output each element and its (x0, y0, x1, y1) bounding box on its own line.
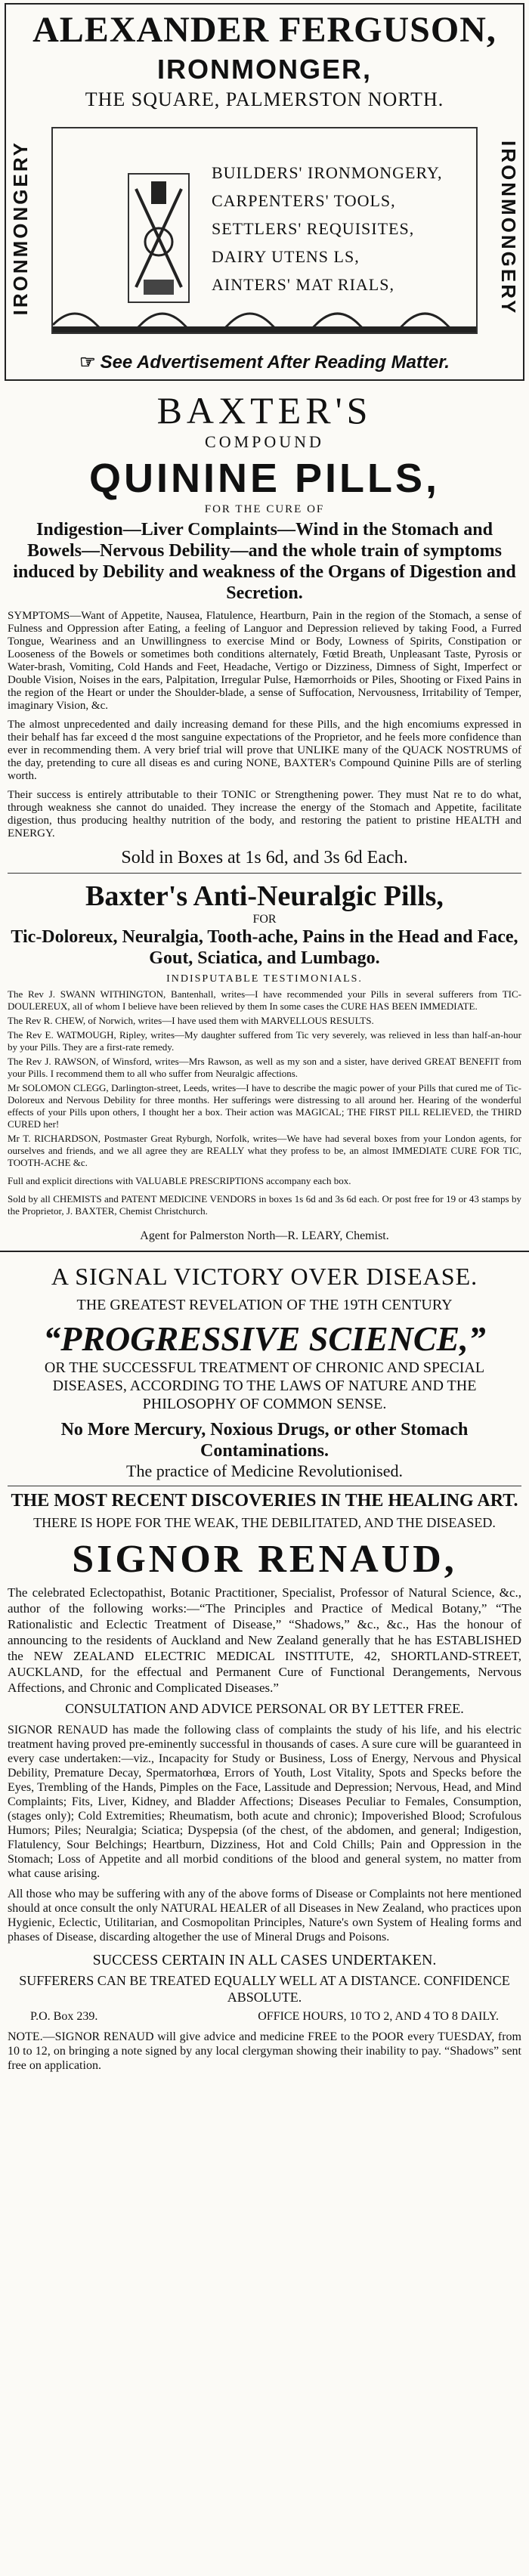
renaud-signal-headline: A SIGNAL VICTORY OVER DISEASE. (51, 1263, 478, 1290)
renaud-contact-line (8, 2010, 521, 2024)
renaud-progressive-science: “PROGRESSIVE SCIENCE,” (43, 1319, 486, 1358)
baxter-agent: Agent for Palmerston North—R. LEARY, Chemist. (140, 1229, 389, 1242)
testimonial: The Rev J. SWANN WITHINGTON, Bantenhall, writes—I have recommended your Pills in several sufferers from TIC-DOULEREUX, all of whom I believe have been relieved by them In some cases the CURE HAS BEEN IMMEDIATE. (8, 988, 521, 1012)
renaud-po-box: P.O. Box 239. (30, 2010, 98, 2023)
testimonial: The Rev R. CHEW, of Norwich, writes—I have used them with MARVELLOUS RESULTS. (8, 1015, 374, 1026)
renaud-note: NOTE.—SIGNOR RENAUD will give advice and medicine FREE to the POOR every TUESDAY, from 10 to 12, on bringing a note signed by any local clergyman showing their inability to pay. “Shadows” sent free on application. (8, 2030, 521, 2072)
renaud-hope: THERE IS HOPE FOR THE WEAK, THE DEBILITATED, AND THE DISEASED. (33, 1515, 496, 1530)
renaud-office-hours: OFFICE HOURS, 10 TO 2, AND 4 TO 8 DAILY. (258, 2010, 499, 2023)
baxter-for-cure: FOR THE CURE OF (204, 503, 325, 515)
baxter-product-title: QUININE PILLS, (88, 456, 441, 501)
baxter-vendors: Sold by all CHEMISTS and PATENT MEDICINE VENDORS in boxes 1s 6d and 3s 6d each. Or post free for 19 or 43 stamps by the Proprietor, J. BAXTER, Chemist Christchurch. (8, 1193, 521, 1217)
ironmongery-side-label-right: IRONMONGERY (497, 141, 520, 316)
baxter-anti-headline: Tic-Doloreux, Neuralgia, Tooth-ache, Pains in the Head and Face, Gout, Sciatica, and Lumbago. (11, 927, 518, 968)
ferguson-items-list (212, 159, 442, 298)
ferguson-illustration-frame (51, 127, 478, 334)
testimonial: The Rev J. RAWSON, of Winsford, writes—Mrs Rawson, as well as my son and a sister, have derived GREAT BENEFIT from your Pills. I recommend them to all who suffer from Neuralgic affections. (8, 1056, 521, 1079)
testimonial: Mr T. RICHARDSON, Postmaster Great Ryburgh, Norfolk, writes—We have had several boxes from your London agents, for ourselves and friends, and we all agree they are REALLY what they profess to be, an almost IMMEDIATE CURE FOR TIC, TOOTH-ACHE &c. (8, 1133, 521, 1168)
renaud-consultation: CONSULTATION AND ADVICE PERSONAL OR BY LETTER FREE. (65, 1701, 464, 1716)
ferguson-bottom-text: See Advertisement After Reading Matter. (100, 352, 450, 373)
renaud-greatest: THE GREATEST REVELATION OF THE 19TH CENTURY (76, 1297, 453, 1313)
renaud-body: SIGNOR RENAUD has made the following class of complaints the study of his life, and his electric treatment having proved pre-eminently successful in thousands of cases. A sure cure will be guaranteed in every case undertaken:—viz., Incapacity for Study or Business, Loss of Energy, Nervous and Physical Debility, Premature Decay, Spermatorhœa, Errors of Youth, Lost Vitality, Spots and Specks before the Eyes, Trembling of the Hands, Pimples on the Face, Lassitude and Depression; Nervous, Head, and Mind Complaints; Fits, Liver, Kidney, and Bladder Affections; Diseases Peculiar to Females, Consumption, (stages only); Cold Extremities; Rheumatism, both acute and chronic); Impoverished Blood; Scrofulous Humors; Piles; Neuralgia; Sciatica; Dyspepsia (of the chest, of the abdomen, and general; Indigestion, Flatulency, Sour Belchings; Heartburn, Dizziness, Hot and Cold Chills; Pain and Oppression in the Stomach; Loss of Appetite and all morbid conditions of the blood and general system, no matter from what cause arising. (8, 1724, 521, 1880)
ferguson-advertisement (5, 3, 524, 381)
renaud-bio: The celebrated Eclectopathist, Botanic Practitioner, Specialist, Professor of Natural Science, &c., author of the following works:—“The Principles and Practice of Medical Botany,” “The Rationalistic and Eclectic Treatment of Disease,” “Shadows,” &c., &c., Has the honour of announcing to the residents of Auckland and New Zealand generally that he has ESTABLISHED the NEW ZEALAND ELECTRIC MEDICAL INSTITUTE, 42, SHORTLAND-STREET, AUCKLAND, for the effectual and Permanent Cure of Functional Derangements, Nervous Affections, and Chronic and Complicated Diseases.” (8, 1585, 521, 1695)
ornamental-border-icon (53, 302, 476, 332)
ferguson-item: CARPENTERS' TOOLS, (212, 191, 396, 210)
ferguson-trade: IRONMONGER, (156, 54, 372, 85)
baxter-anti-for: FOR (252, 913, 277, 926)
testimonial: Mr SOLOMON CLEGG, Darlington-street, Leeds, writes—I have to describe the magic power of your Pills that cured me of Tic-Doloreux and Nervous Debility for three months. Her sufferings were distressing to all around her. Hearing of the wonderful effects of your Pills upon others, I thought her a box. Their action was MAGICAL; THE FIRST PILL RELIEVED, the THIRD CURED her! (8, 1082, 521, 1130)
renaud-no-more: No More Mercury, Noxious Drugs, or other Stomach Contaminations. (60, 1420, 469, 1461)
ferguson-item: DAIRY UTENS LS, (212, 247, 360, 266)
ferguson-item: SETTLERS' REQUISITES, (212, 219, 415, 238)
baxter-name: BAXTER'S (156, 389, 373, 431)
renaud-or-line: OR THE SUCCESSFUL TREATMENT OF CHRONIC AND SPECIAL DISEASES, ACCORDING TO THE LAWS OF NATURE AND THE PHILOSOPHY OF COMMON SENSE. (44, 1359, 485, 1412)
ironmongery-side-label-left: IRONMONGERY (9, 141, 32, 316)
testimonials-title: INDISPUTABLE TESTIMONIALS. (166, 973, 363, 985)
baxter-symptoms: SYMPTOMS—Want of Appetite, Nausea, Flatulence, Heartburn, Pain in the region of the Stomach, a sense of Fulness and Oppression after Eating, a feeling of Languor and Depression relieved by taking Food, a Furred Tongue, Weariness and an Unwillingness to exercise Mind or Body, Lowness of Spirits, Constipation or Looseness of the Bowels or sometimes both conditions alternately, Fœtid Breath, Unpleasant Taste, Pyrosis or Water-brash, Vomiting, Cold Hands and Feet, Headache, Vertigo or Dizziness, Dimness of Sight, Imperfect or Double Vision, Noises in the ears, Palpitation, Irregular Pulse, Hæmorrhoids or Piles, Shooting or Fixed Pains in the region of the Heart or under the Shoulder-blade, a sense of Suffocation, Nervousness, Irritability of Temper, imaginary Vision, &c. (8, 610, 521, 712)
baxter-anti-neuralgic-title: Baxter's Anti-Neuralgic Pills, (85, 880, 444, 912)
ferguson-item: AINTERS' MAT RIALS, (212, 275, 394, 294)
renaud-all-those: All those who may be suffering with any of the above forms of Disease or Complaints not here mentioned should at once consult the only NATURAL HEALER of all Diseases in New Zealand, who practices upon Hygienic, Eclectic, Utilitarian, and Cosmopolitan Principles, Nature's own System of Healing forms and phases of Disease, discarding altogether the use of Mineral Drugs and Poisons. (8, 1888, 521, 1944)
ferguson-address: THE SQUARE, PALMERSTON NORTH. (85, 88, 444, 110)
testimonial: The Rev E. WATMOUGH, Ripley, writes—My daughter suffered from Tic very severely, was relieved in less than half-an-hour by your Pills. They are a first-rate remedy. (8, 1029, 521, 1053)
baxter-demand: The almost unprecedented and daily increasing demand for these Pills, and the high encomiums expressed in their behalf has far exceed d the most sanguine expectations of the Proprietor, and he feels more confidence than ever in recommending them. A very brief trial will prove that UNLIKE many of the QUACK NOSTRUMS of the day, pretending to cure all diseas es and curing NONE, BAXTER's Compound Quinine Pills are of sterling worth. (8, 719, 521, 782)
renaud-name: SIGNOR RENAUD, (72, 1538, 457, 1581)
baxter-headline: Indigestion—Liver Complaints—Wind in the Stomach and Bowels—Nervous Debility—and the whole train of symptoms induced by Debility and weakness of the Organs of Digestion and Secretion. (13, 520, 516, 603)
divider (8, 873, 521, 874)
baxter-compound: COMPOUND (205, 432, 324, 451)
ferguson-bottom-line (6, 351, 523, 373)
baxter-advertisement (0, 388, 529, 1252)
tools-illustration-icon (121, 166, 196, 310)
baxter-directions: Full and explicit directions with VALUABLE PRESCRIPTIONS accompany each box. (8, 1175, 351, 1186)
renaud-advertisement (0, 1263, 529, 2073)
ferguson-name: ALEXANDER FERGUSON, (32, 10, 497, 50)
baxter-action: Their success is entirely attributable to their TONIC or Strengthening power. They must Nat re to do what, through weakness she cannot do unaided. They increase the energy of the Stomach and Appetite, facilitate digestion, thus producing healthy nutrition of the body, and restoring the patient to pristine HEALTH and ENERGY. (8, 789, 521, 840)
renaud-success: SUCCESS CERTAIN IN ALL CASES UNDERTAKEN. (92, 1952, 437, 1968)
renaud-practice: The practice of Medicine Revolutionised. (126, 1461, 403, 1480)
renaud-sufferers: SUFFERERS CAN BE TREATED EQUALLY WELL AT A DISTANCE. CONFIDENCE ABSOLUTE. (19, 1973, 510, 2005)
renaud-recent-discoveries: THE MOST RECENT DISCOVERIES IN THE HEALING ART. (11, 1491, 518, 1511)
pointing-hand-icon: ☞ (79, 352, 96, 373)
ferguson-item: BUILDERS' IRONMONGERY, (212, 163, 443, 182)
baxter-sold-price: Sold in Boxes at 1s 6d, and 3s 6d Each. (121, 848, 408, 867)
